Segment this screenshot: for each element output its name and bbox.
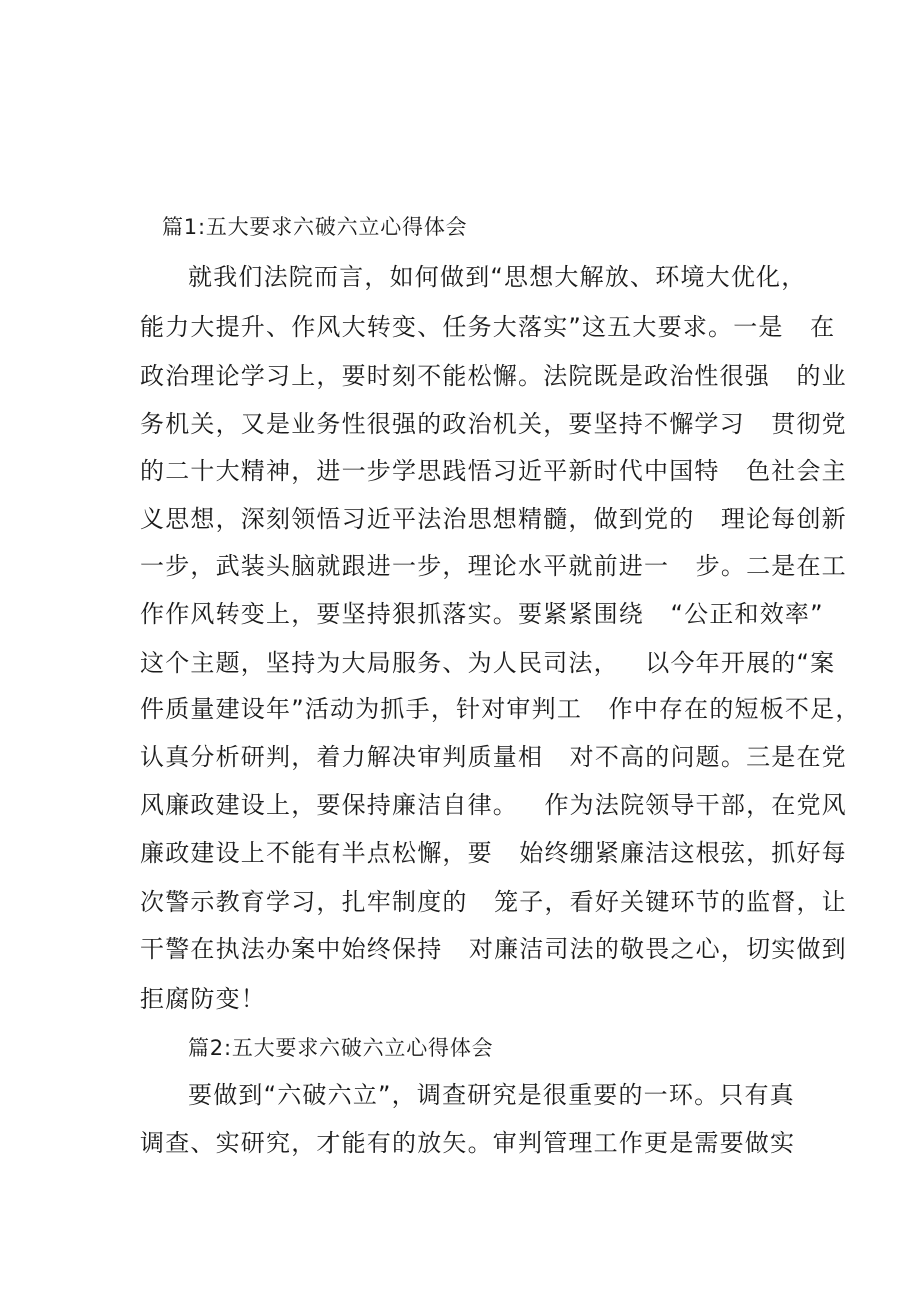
paragraph-line: 的二十大精神，进一步学思践悟习近平新时代中国特 色社会主	[140, 457, 847, 485]
paragraph-line: 件质量建设年”活动为抓手，针对审判工 作中存在的短板不足，	[140, 695, 861, 723]
paragraph-line: 能力大提升、作风大转变、任务大落实”这五大要求。一是 在	[140, 313, 836, 341]
paragraph-line: 政治理论学习上，要时刻不能松懈。法院既是政治性很强 的业	[140, 362, 847, 390]
paragraph-line: 认真分析研判，着力解决审判质量相 对不高的问题。三是在党	[140, 743, 847, 771]
section-2-heading: 篇2:五大要求六破六立心得体会	[188, 1036, 494, 1060]
paragraph-line: 作作风转变上，要坚持狠抓落实。要紧紧围绕 “公正和效率”	[140, 600, 824, 628]
paragraph-line: 次警示教育学习，扎牢制度的 笼子，看好关键环节的监督，让	[140, 888, 847, 916]
paragraph-line: 务机关，又是业务性很强的政治机关，要坚持不懈学习 贯彻党	[140, 410, 847, 438]
paragraph-line: 风廉政建设上，要保持廉洁自律。 作为法院领导干部，在党风	[140, 791, 847, 819]
paragraph-line: 要做到“六破六立”，调查研究是很重要的一环。只有真	[188, 1081, 795, 1109]
paragraph-line: 这个主题，坚持为大局服务、为人民司法， 以今年开展的“案	[140, 649, 836, 677]
paragraph-line: 一步，武装头脑就跟进一步，理论水平就前进一 步。二是在工	[140, 552, 847, 580]
paragraph-line: 就我们法院而言，如何做到“思想大解放、环境大优化，	[188, 263, 807, 291]
paragraph-line: 廉政建设上不能有半点松懈，要 始终绷紧廉洁这根弦，抓好每	[140, 839, 847, 867]
section-1-heading: 篇1:五大要求六破六立心得体会	[162, 215, 468, 239]
paragraph-line: 拒腐防变！	[140, 985, 266, 1013]
paragraph-line: 义思想，深刻领悟习近平法治思想精髓，做到党的 理论每创新	[140, 505, 847, 533]
paragraph-line: 干警在执法办案中始终保持 对廉洁司法的敬畏之心，切实做到	[140, 935, 847, 963]
paragraph-line: 调查、实研究，才能有的放矢。审判管理工作更是需要做实	[140, 1129, 796, 1157]
